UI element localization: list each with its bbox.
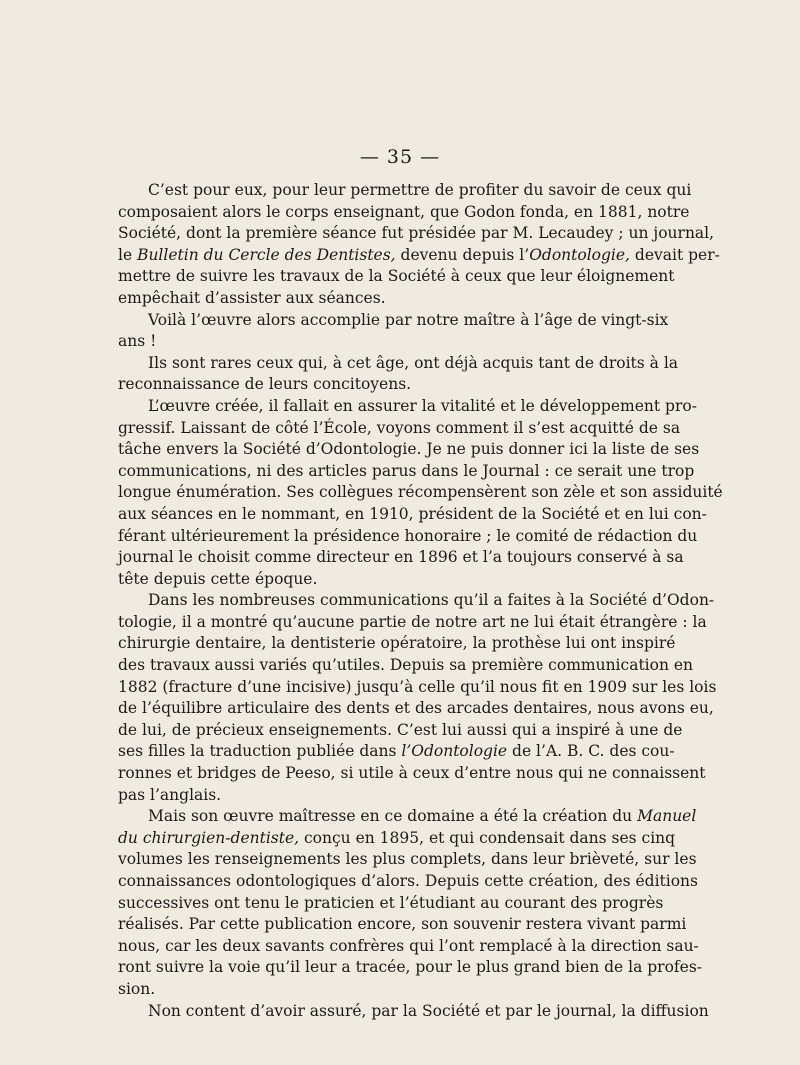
text-run: nous, car les deux savants confrères qui l’ont remplacé à la direction sau- [118,936,699,955]
text-run: Société, dont la première séance fut présidée par M. Lecaudey ; un journal, [118,224,715,243]
text-line [118,547,684,569]
text-line [118,202,690,224]
text-run: ronnes et bridges de Peeso, si utile à ceux d’entre nous qui ne connaissent [118,764,706,783]
text-line [118,374,641,396]
text-line [118,677,717,699]
italic-title: Manuel [637,807,697,826]
text-run: volumes les renseignements les plus complets, dans leur brièveté, sur les [118,850,697,869]
text-run: gressif. Laissant de côté l’École, voyons comment il s’est acquitté de sa [118,418,681,437]
body-text [118,180,723,1022]
text-line [118,785,641,807]
text-run: devenu depuis l’ [395,245,530,264]
text-run: conçu en 1895, et qui condensait dans ses cinq [299,828,676,847]
text-line [118,893,664,915]
text-run: le [118,245,138,264]
italic-title: Odontologie, [529,245,630,264]
text-line [118,504,707,526]
text-line [118,418,681,440]
text-line [118,698,714,720]
text-line [118,612,707,634]
text-run: reconnaissance de leurs concitoyens. [118,375,412,394]
page-number: — 35 — [359,146,441,168]
text-line [118,590,715,612]
text-run: Dans les nombreuses communications qu’il a faites à la Société d’Odon- [148,591,715,610]
text-line [118,569,641,591]
text-run: C’est pour eux, pour leur permettre de profiter du savoir de ceux qui [148,181,692,199]
italic-title: l’Odontologie [401,742,508,761]
text-run: Mais son œuvre maîtresse en ce domaine a été la création du [148,807,638,826]
text-line [118,482,723,504]
text-line [118,655,694,677]
text-run: Non content d’avoir assuré, par la Société et par le journal, la diffusion [148,1001,709,1020]
text-run: chirurgie dentaire, la dentisterie opératoire, la prothèse lui ont inspiré [118,634,676,653]
text-run: ront suivre la voie qu’il leur a tracée, pour le plus grand bien de la profes- [118,958,703,977]
text-run: composaient alors le corps enseignant, que Godon fonda, en 1881, notre [118,202,690,221]
text-line [118,828,676,850]
text-line [118,806,697,828]
text-run: tâche envers la Société d’Odontologie. Je ne puis donner ici la liste de ses [118,440,700,459]
text-run: empêchait d’assister aux séances. [118,288,386,307]
text-line [118,223,715,245]
text-run: ans ! [118,332,157,351]
italic-title: Bulletin du Cercle des Dentistes, [137,245,396,264]
text-line [118,849,697,871]
text-line [118,526,698,548]
text-run: de l’A. B. C. des cou- [507,742,675,761]
text-run: tête depuis cette époque. [118,569,318,588]
text-run: de lui, de précieux enseignements. C’est lui aussi qui a inspiré à une de [118,720,683,739]
text-line [118,957,703,979]
text-run: communications, ni des articles parus dans le Journal : ce serait une trop [118,461,695,480]
text-line [118,288,641,310]
text-line [118,979,641,1001]
text-line [118,461,695,483]
text-line [118,871,698,893]
text-line [118,720,683,742]
text-run: 1882 (fracture d’une incisive) jusqu’à celle qu’il nous fit en 1909 sur les lois [118,677,717,696]
text-line [118,763,706,785]
text-run: ses filles la traduction publiée dans [118,742,402,761]
text-run: Voilà l’œuvre alors accomplie par notre maître à l’âge de vingt-six [148,310,669,329]
text-run: férant ultérieurement la présidence honoraire ; le comité de rédaction du [118,526,698,545]
text-run: longue énumération. Ses collègues récompensèrent son zèle et son assiduité [118,483,723,502]
text-run: connaissances odontologiques d’alors. Depuis cette création, des éditions [118,872,698,890]
text-line [118,936,699,958]
text-run: réalisés. Par cette publication encore, son souvenir restera vivant parmi [118,915,687,934]
text-run: mettre de suivre les travaux de la Société à ceux que leur éloignement [118,267,675,286]
text-line [118,914,687,936]
text-line [118,439,700,461]
text-run: de l’équilibre articulaire des dents et des arcades dentaires, nous avons eu, [118,699,714,718]
text-run: aux séances en le nommant, en 1910, président de la Société et en lui con- [118,504,707,523]
text-line [118,180,692,202]
text-run: journal le choisit comme directeur en 1896 et l’a toujours conservé à sa [118,548,684,567]
text-line [118,633,676,655]
text-line [118,353,679,375]
text-run: devait per- [629,245,720,264]
text-run: Ils sont rares ceux qui, à cet âge, ont déjà acquis tant de droits à la [148,353,679,372]
text-line [118,266,675,288]
text-run: des travaux aussi variés qu’utiles. Depuis sa première communication en [118,656,694,675]
text-run: sion. [118,979,156,998]
text-line [118,331,641,353]
text-line [118,245,720,267]
text-line [118,1001,709,1023]
text-run: L’œuvre créée, il fallait en assurer la vitalité et le développement pro- [148,396,697,415]
text-line [118,396,697,418]
text-run: successives ont tenu le praticien et l’étudiant au courant des progrès [118,893,664,912]
text-run: tologie, il a montré qu’aucune partie de notre art ne lui était étrangère : la [118,612,707,631]
text-run: pas l’anglais. [118,785,222,804]
text-line [118,310,669,332]
italic-title: du chirurgien-dentiste, [118,828,300,847]
text-line [118,741,675,763]
